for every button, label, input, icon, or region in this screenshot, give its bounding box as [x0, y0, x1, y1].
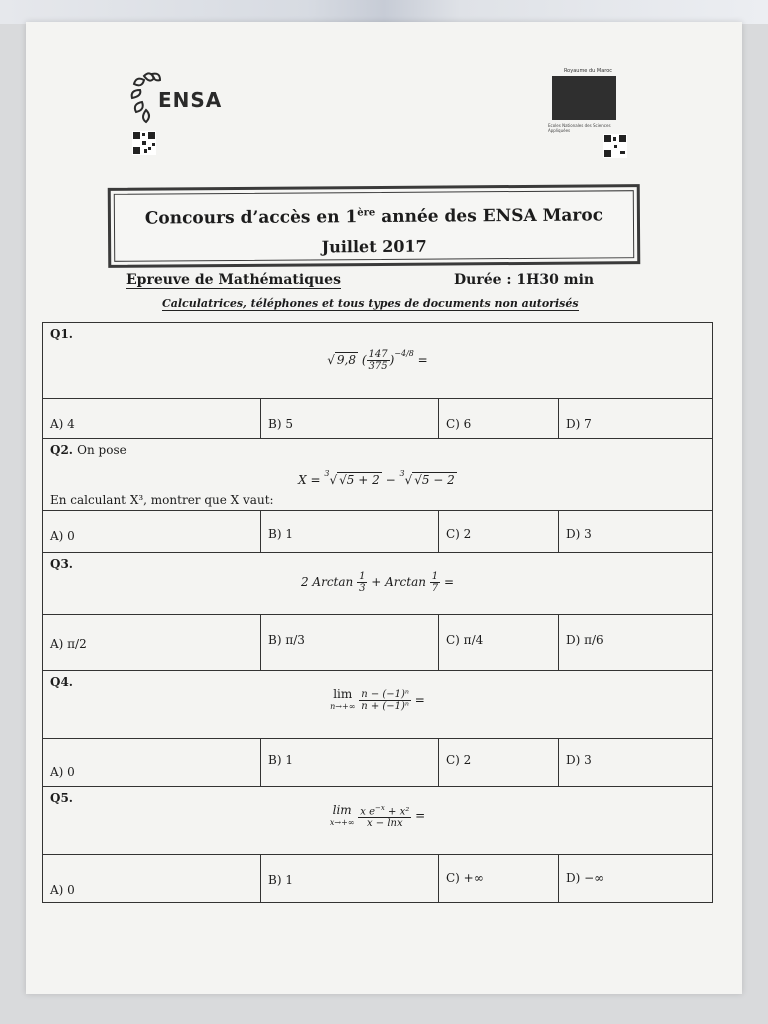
answer-text: D) 3: [566, 753, 592, 767]
answer-text: C) 6: [446, 417, 472, 431]
answer-text: D) π/6: [566, 633, 604, 647]
title-sup: ère: [357, 207, 376, 219]
answer-option[interactable]: [439, 739, 559, 787]
answer-text: A) 0: [50, 883, 75, 897]
answer-option[interactable]: [559, 855, 713, 903]
title-suffix: année des ENSA Maroc: [375, 205, 604, 227]
kingdom-seal: [546, 68, 630, 133]
answers-row: [43, 739, 713, 787]
question-label: Q3.: [50, 557, 73, 571]
answer-option[interactable]: [261, 399, 439, 439]
answer-text: B) 1: [268, 527, 293, 541]
question-cell: [43, 671, 713, 739]
answer-text: C) 2: [446, 527, 472, 541]
answer-text: C) 2: [446, 753, 472, 767]
top-photo-edge: [0, 0, 768, 24]
answer-option[interactable]: [43, 615, 261, 671]
title-prefix: Concours d’accès en 1: [144, 207, 358, 229]
answer-text: A) 0: [50, 765, 75, 779]
answer-option[interactable]: [261, 739, 439, 787]
answer-option[interactable]: [559, 399, 713, 439]
exam-subject: Epreuve de Mathématiques: [126, 272, 341, 288]
answer-text: C) +∞: [446, 871, 484, 885]
answer-text: A) 4: [50, 417, 75, 431]
answer-text: D) 7: [566, 417, 592, 431]
answer-option[interactable]: [261, 511, 439, 553]
question-cell: [43, 787, 713, 855]
answer-text: D) −∞: [566, 871, 605, 885]
question-label: Q4.: [50, 675, 73, 689]
exam-duration: Durée : 1H30 min: [454, 272, 595, 288]
answer-text: A) π/2: [50, 637, 87, 651]
answers-row: [43, 399, 713, 439]
answer-option[interactable]: [43, 739, 261, 787]
exam-title-frame: [108, 184, 641, 268]
question-row: [43, 439, 713, 511]
question-cell: [43, 439, 713, 511]
answer-option[interactable]: [439, 511, 559, 553]
answer-option[interactable]: [439, 855, 559, 903]
question-row: [43, 553, 713, 615]
question-formula: √ 9,8 ( $\frac{147}{375}$ )$^{-4/8}$ =: [327, 349, 428, 372]
answer-text: C) π/4: [446, 633, 484, 647]
ensa-logo-text: ENSA: [158, 88, 223, 112]
question-row: [43, 787, 713, 855]
answer-text: B) 5: [268, 417, 293, 431]
question-label: Q5.: [50, 791, 73, 805]
answer-text: B) 1: [268, 873, 293, 887]
exam-title: [111, 205, 637, 229]
qr-code-left-icon: [132, 131, 156, 155]
answer-option[interactable]: [43, 399, 261, 439]
seal-emblem: [552, 76, 616, 120]
answer-option[interactable]: [559, 739, 713, 787]
answer-text: D) 3: [566, 527, 592, 541]
question-formula: lim x→+∞ $\frac{x e^{-x} + x^2}{x - \ln x}$ =: [329, 802, 426, 830]
question-cell: [43, 323, 713, 399]
answers-row: [43, 615, 713, 671]
seal-title: Royaume du Maroc: [563, 68, 613, 74]
answer-text: B) 1: [268, 753, 293, 767]
answers-row: [43, 855, 713, 903]
answer-text: B) π/3: [268, 633, 305, 647]
qr-code-right-icon: [603, 134, 627, 158]
answer-text: A) 0: [50, 529, 75, 543]
question-label: Q1.: [50, 327, 73, 341]
answers-row: [43, 511, 713, 553]
question-cell: [43, 553, 713, 615]
question-label: [50, 443, 127, 457]
question-number: Q2.: [50, 443, 73, 457]
answer-option[interactable]: [439, 399, 559, 439]
question-row: [43, 671, 713, 739]
seal-caption: Ecoles Nationales des Sciences Appliquées: [548, 123, 611, 133]
exam-notice: Calculatrices, téléphones et tous types de documents non autorisés: [162, 297, 579, 310]
question-intro: On pose: [77, 443, 127, 457]
question-formula: lim n→+∞ $\frac{\text{n − (−1)ⁿ}}{\text{n + (−1)ⁿ}}$ =: [330, 687, 425, 712]
question-followup: En calculant X³, montrer que X vaut:: [50, 493, 274, 507]
question-formula: 2 Arctan $\frac{1}{3}$ + Arctan $\frac{1}{7}$ =: [300, 571, 455, 594]
answer-option[interactable]: [439, 615, 559, 671]
question-formula: X = $^3$√ √5 + 2 − $^3$√ √5 − 2: [298, 469, 455, 487]
answer-option[interactable]: [261, 615, 439, 671]
answer-option[interactable]: [559, 511, 713, 553]
answer-option[interactable]: [261, 855, 439, 903]
answer-option[interactable]: [559, 615, 713, 671]
question-row: [43, 323, 713, 399]
answer-option[interactable]: [43, 855, 261, 903]
answer-option[interactable]: [43, 511, 261, 553]
exam-date: Juillet 2017: [321, 236, 427, 257]
qcm-table: [42, 322, 713, 903]
